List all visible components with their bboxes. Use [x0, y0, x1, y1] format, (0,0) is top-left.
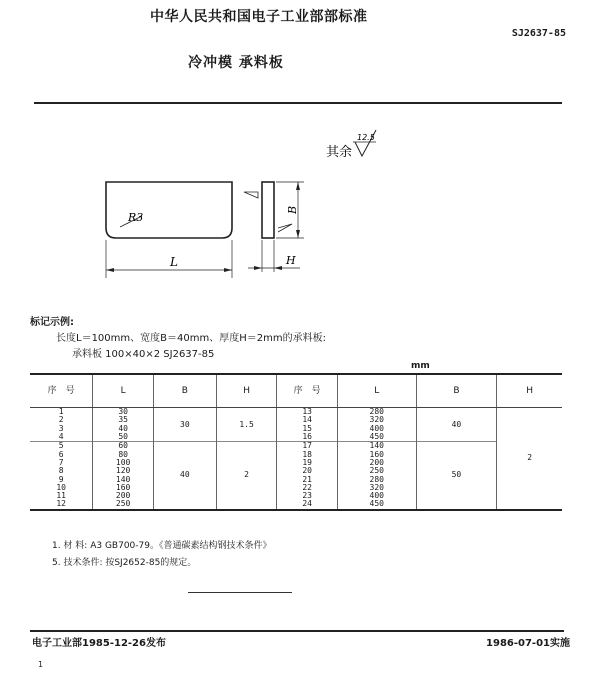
implementation-date: 1986-07-01实施 [486, 638, 570, 649]
group-H: 2 [497, 408, 562, 510]
row-L: 320 [337, 484, 416, 492]
row-L: 40 [93, 425, 154, 433]
document-title: 冷冲模 承料板 [188, 55, 284, 71]
standard-title: 中华人民共和国电子工业部部标准 [150, 9, 368, 25]
row-no: 16 [277, 433, 338, 442]
standard-code: SJ2637-85 [511, 28, 566, 39]
row-L: 120 [93, 467, 154, 475]
side-roughness-mark-bottom [278, 224, 292, 232]
thickness-label: H [286, 254, 296, 267]
row-no: 23 [277, 492, 338, 500]
length-label: L [170, 255, 178, 269]
row-L: 450 [337, 433, 416, 442]
group-B: 30 [153, 408, 216, 442]
row-L: 50 [93, 433, 154, 442]
technical-drawing [0, 120, 600, 285]
row-L: 450 [337, 500, 416, 509]
row-L: 200 [93, 492, 154, 500]
row-L: 100 [93, 459, 154, 467]
row-no: 8 [30, 467, 93, 475]
issue-date: 电子工业部1985-12-26发布 [32, 638, 166, 649]
unit-label: mm [411, 361, 430, 371]
side-roughness-mark-top [244, 192, 258, 198]
header-B-right: B [416, 374, 497, 408]
row-no: 4 [30, 433, 93, 442]
row-no: 10 [30, 484, 93, 492]
group-B: 40 [153, 442, 216, 510]
note-technical-conditions: 5. 技术条件: 按SJ2652-85的规定。 [52, 558, 197, 568]
row-no: 17 [277, 442, 338, 451]
row-no: 24 [277, 500, 338, 509]
marking-example-line: 长度L＝100mm、宽度B＝40mm、厚度H＝2mm的承料板: [56, 333, 326, 344]
header-no-left: 序 号 [30, 374, 93, 408]
plate-side-view [262, 182, 274, 238]
row-L: 160 [93, 484, 154, 492]
table-row [30, 442, 562, 451]
row-no: 1 [30, 408, 93, 417]
row-no: 18 [277, 450, 338, 458]
table-row [30, 408, 562, 417]
row-no: 7 [30, 459, 93, 467]
row-no: 6 [30, 450, 93, 458]
row-no: 5 [30, 442, 93, 451]
page-number: 1 [38, 660, 44, 669]
roughness-label: 其余 [326, 145, 353, 160]
specification-table [30, 373, 562, 511]
row-L: 250 [93, 500, 154, 509]
row-L: 200 [337, 459, 416, 467]
header-no-right: 序 号 [277, 374, 338, 408]
row-no: 2 [30, 416, 93, 424]
row-no: 14 [277, 416, 338, 424]
row-no: 12 [30, 500, 93, 509]
row-no: 13 [277, 408, 338, 417]
header-H-right: H [497, 374, 562, 408]
row-no: 3 [30, 425, 93, 433]
row-no: 22 [277, 484, 338, 492]
radius-label: R3 [128, 211, 144, 224]
header-L-left: L [93, 374, 154, 408]
row-L: 60 [93, 442, 154, 451]
row-L: 35 [93, 416, 154, 424]
top-rule [34, 102, 562, 104]
row-L: 160 [337, 450, 416, 458]
width-label: B [286, 205, 299, 214]
row-L: 400 [337, 425, 416, 433]
row-no: 20 [277, 467, 338, 475]
note-material: 1. 材 料: A3 GB700-79。《普通碳素结构钢技术条件》 [52, 541, 272, 551]
header-H-left: H [216, 374, 277, 408]
row-L: 320 [337, 416, 416, 424]
row-no: 19 [277, 459, 338, 467]
row-L: 140 [93, 475, 154, 483]
row-L: 280 [337, 475, 416, 483]
plate-front-view [106, 182, 232, 238]
row-L: 250 [337, 467, 416, 475]
row-L: 140 [337, 442, 416, 451]
row-no: 11 [30, 492, 93, 500]
row-L: 30 [93, 408, 154, 417]
header-L-right: L [337, 374, 416, 408]
group-H: 2 [216, 442, 277, 510]
row-L: 400 [337, 492, 416, 500]
row-L: 80 [93, 450, 154, 458]
marking-example-title: 标记示例: [30, 317, 74, 328]
row-no: 15 [277, 425, 338, 433]
row-L: 280 [337, 408, 416, 417]
end-rule [188, 592, 292, 593]
group-B: 40 [416, 408, 497, 442]
bottom-rule [30, 630, 564, 632]
row-no: 21 [277, 475, 338, 483]
header-B-left: B [153, 374, 216, 408]
marking-example-designation: 承料板 100×40×2 SJ2637-85 [72, 349, 215, 360]
group-B: 50 [416, 442, 497, 510]
group-H: 1.5 [216, 408, 277, 442]
roughness-value: 12.5 [357, 133, 375, 142]
row-no: 9 [30, 475, 93, 483]
